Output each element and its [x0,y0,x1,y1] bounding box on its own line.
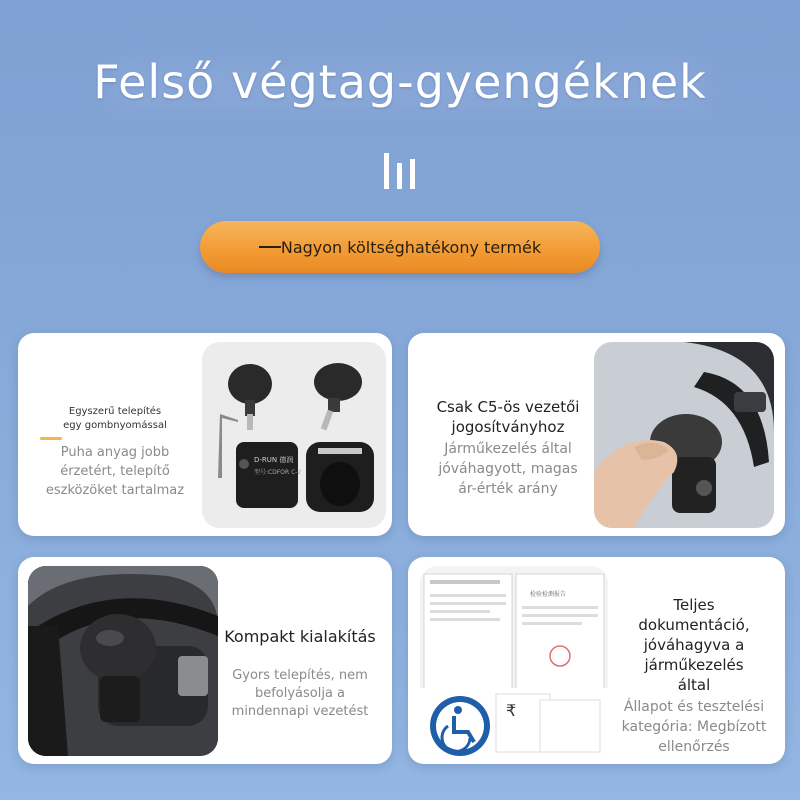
card1-accent-line [40,437,62,440]
card1-title-line2: egy gombnyomással [63,420,167,431]
doc-header: 检验检测报告 [530,591,567,598]
feature-card-installation [18,333,392,536]
pill-dash [259,246,281,248]
model-label: 型号:CDFOR C-2 [254,469,302,476]
steering-knob-image [28,566,218,756]
card3-desc [214,667,386,721]
knob-kit-image [202,342,386,528]
card2-title-line1: Csak C5-ös vezetői [436,398,580,416]
card4-desc [608,697,780,757]
bars-icon [383,153,417,189]
page-title: Felső végtag-gyengéknek [93,55,707,109]
card1-title-line1: Egyszerű telepítés [68,406,162,417]
highlight-text: Nagyon költséghatékony termék [280,237,542,257]
hand-knob-photo [594,342,774,528]
feature-card-documentation [408,557,785,764]
card4-desc-line3: ellenőrzés [658,739,730,755]
card4-title [608,595,780,695]
svg-text:₹: ₹ [506,701,517,720]
card1-desc-line3: eszközöket tartalmaz [45,483,185,498]
card2-desc [418,439,598,499]
card2-title-line2: jogosítványhoz [451,418,565,436]
highlight-pill [200,221,600,273]
card2-desc-line1: Járműkezelés által [444,441,572,457]
card4-title-line5: által [677,676,711,694]
documents-image [420,566,608,756]
card1-desc-line2: érzetért, telepítő [60,464,170,479]
card4-desc-line2: kategória: Megbízott [621,719,767,735]
card3-title: Kompakt kialakítás [224,627,376,646]
feature-card-compact [18,557,392,764]
card4-title-line3: jóváhagyva a [643,636,745,654]
hand-knob-image [594,342,774,528]
card3-desc-line3: mindennapi vezetést [231,704,369,719]
knob-left-icon [228,364,272,404]
card3-desc-line1: Gyors telepítés, nem [232,668,368,683]
card4-title-line4: járműkezelés [644,656,744,674]
card2-desc-line2: jóváhagyott, magas [438,461,578,477]
card1-title [32,405,198,433]
card1-desc [32,443,198,500]
steering-knob-photo [28,566,218,756]
card1-desc-line1: Puha anyag jobb [60,445,170,460]
card2-desc-line3: ár-érték arány [458,481,558,497]
card4-title-line2: dokumentáció, [638,616,750,634]
card4-desc-line1: Állapot és tesztelési [623,699,765,715]
spinner-knob-icon [80,614,156,682]
documents-photo [420,566,608,756]
feature-card-license [408,333,785,536]
card4-title-line1: Teljes [673,596,715,614]
card2-title [418,397,598,437]
brand-label: D-RUN 德润 [254,456,294,464]
card3-desc-line2: befolyásolja a [254,686,346,701]
knob-kit-photo [202,342,386,528]
knob-right-icon [314,363,362,401]
